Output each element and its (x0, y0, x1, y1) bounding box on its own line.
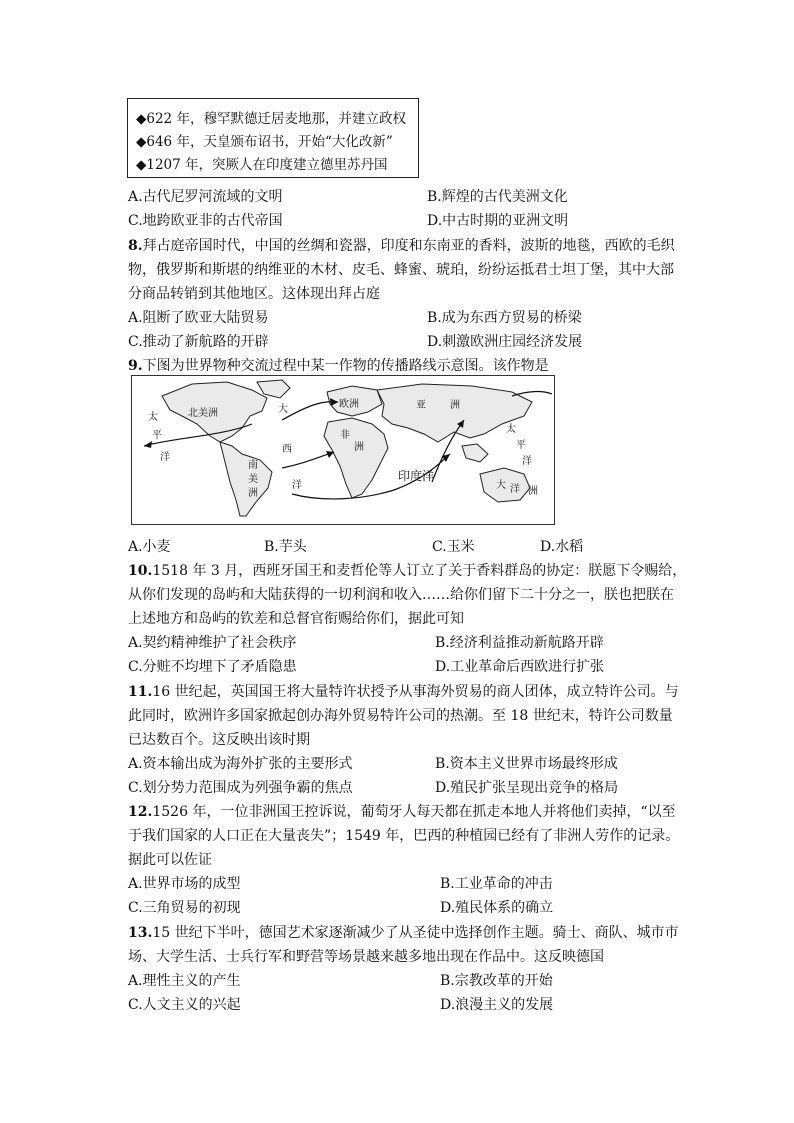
map-label-atlantic-2: 西 (282, 444, 292, 455)
q12-option-d: D.殖民体系的确立 (440, 900, 554, 916)
q9-stem-line: 9.下图为世界物种交流过程中某一作物的传播路线示意图。该作物是 (128, 358, 549, 374)
q11-option-c: C.划分势力范围成为列强争霸的焦点 (128, 780, 353, 796)
africa-shape (324, 418, 388, 498)
q13-option-d: D.浪漫主义的发展 (440, 997, 554, 1013)
q10-stem-line: 从你们发现的岛屿和大陆获得的一切利润和收入……给你们留下二十分之一，朕也把朕在 (128, 587, 674, 603)
map-label-south-america-2: 美 (248, 474, 258, 485)
map-label-australia-2: 洋 (510, 484, 520, 495)
q10-option-b: B.经济利益推动新航路开辟 (435, 635, 604, 651)
q13-stem-line: 13.15 世纪下半叶，德国艺术家逐渐减少了从圣徒中选择创作主题。骑士、商队、城市市 (128, 925, 679, 941)
q13-option-b: B.宗教改革的开始 (440, 973, 553, 989)
q11-option-d: D.殖民扩张呈现出竞争的格局 (435, 780, 619, 796)
q7-option-a: A.古代尼罗河流域的文明 (128, 189, 283, 205)
q12-number: 12. (128, 804, 153, 820)
event-line: ◆646 年，天皇颁布诏书，开始“大化改新” (136, 134, 393, 150)
q11-option-a: A.资本输出成为海外扩张的主要形式 (128, 756, 353, 772)
map-label-south-america-3: 洲 (248, 488, 258, 499)
q8-option-d: D.刺激欧洲庄园经济发展 (427, 334, 583, 350)
q8-number: 8. (128, 238, 143, 254)
q9-option-b: B.芋头 (264, 539, 307, 555)
southeast-asia-shape (462, 444, 488, 462)
q13-option-c: C.人文主义的兴起 (128, 997, 241, 1013)
map-label-indian-ocean: 印度洋 (398, 469, 435, 483)
q7-option-c: C.地跨欧亚非的古代帝国 (128, 213, 283, 229)
world-map-figure (131, 375, 555, 525)
map-label-pacific-east-2: 平 (516, 440, 526, 451)
route-europe (282, 402, 338, 420)
map-label-pacific-west-2: 平 (152, 430, 162, 441)
event-line: ◆622 年，穆罕默德迁居麦地那，并建立政权 (136, 111, 406, 127)
map-label-africa-2: 洲 (354, 442, 364, 453)
map-label-australia-3: 洲 (528, 486, 538, 497)
map-label-asia-1: 亚 (416, 400, 426, 411)
map-label-australia-1: 大 (496, 480, 506, 491)
q8-option-a: A.阻断了欧亚大陆贸易 (128, 310, 269, 326)
map-label-africa-1: 非 (340, 430, 350, 441)
q11-stem-line: 11.16 世纪起，英国国王将大量特许状授予从事海外贸易的商人团体，成立特许公司。与 (128, 684, 679, 700)
q13-stem-line: 场、大学生活、士兵行军和野营等场景越来越多地出现在作品中。这反映德国 (128, 949, 604, 965)
q12-stem-line: 于我们国家的人口正在大量丧失”；1549 年，巴西的种植园已经有了非洲人劳作的记录。 (128, 828, 680, 844)
q9-option-d: D.水稻 (540, 539, 584, 555)
q9-option-c: C.玉米 (432, 539, 475, 555)
q10-option-c: C.分赃不均埋下了矛盾隐患 (128, 659, 297, 675)
q10-number: 10. (128, 563, 153, 579)
map-label-atlantic-1: 大 (278, 404, 288, 415)
south-america-shape (220, 442, 272, 516)
q9-number: 9. (128, 358, 143, 374)
events-box (127, 98, 419, 178)
q12-stem-line: 12.1526 年，一位非洲国王控诉说，葡萄牙人每天都在抓走本地人并将他们卖掉，“以至 (128, 804, 676, 820)
q7-option-d: D.中古时期的亚洲文明 (427, 213, 569, 229)
map-label-atlantic-3: 洋 (292, 480, 302, 491)
q8-stem-line: 分商品转销到其他地区。这体现出拜占庭 (128, 286, 380, 302)
q13-option-a: A.理性主义的产生 (128, 973, 241, 989)
q10-stem-line: 上述地方和岛屿的钦差和总督官衔赐给你们，据此可知 (128, 611, 464, 627)
q11-stem-line: 已达数百个。这反映出该时期 (128, 732, 310, 748)
q8-stem-line: 8.拜占庭帝国时代，中国的丝绸和瓷器，印度和东南亚的香料，波斯的地毯，西欧的毛织 (128, 238, 675, 254)
q11-number: 11. (128, 684, 153, 700)
q7-option-b: B.辉煌的古代美洲文化 (427, 189, 568, 205)
event-line: ◆1207 年，突厥人在印度建立德里苏丹国 (136, 157, 388, 173)
map-label-pacific-west-3: 洋 (160, 452, 170, 463)
map-label-asia-2: 洲 (450, 400, 460, 411)
q12-option-a: A.世界市场的成型 (128, 876, 241, 892)
q12-option-b: B.工业革命的冲击 (440, 876, 553, 892)
q8-option-b: B.成为东西方贸易的桥梁 (427, 310, 582, 326)
q8-option-c: C.推动了新航路的开辟 (128, 334, 269, 350)
q12-stem-line: 据此可以佐证 (128, 852, 212, 868)
map-label-pacific-east-3: 洋 (522, 456, 532, 467)
map-label-north-america: 北美洲 (188, 408, 218, 419)
q13-number: 13. (128, 925, 153, 941)
q8-stem-line: 物，俄罗斯和斯堪的纳维亚的木材、皮毛、蜂蜜、琥珀，纷纷运抵君士坦丁堡，其中大部 (128, 262, 674, 278)
q11-stem-line: 此同时，欧洲许多国家掀起创办海外贸易特许公司的热潮。至 18 世纪末，特许公司数量 (128, 708, 673, 724)
q10-stem-line: 10.1518 年 3 月，西班牙国王和麦哲伦等人订立了关于香料群岛的协定：朕愿下令赐给， (128, 563, 687, 579)
map-label-pacific-east-1: 太 (506, 424, 516, 435)
q9-option-a: A.小麦 (128, 539, 171, 555)
map-label-south-america-1: 南 (248, 460, 258, 471)
map-label-pacific-west-1: 太 (148, 412, 158, 423)
q10-option-a: A.契约精神维护了社会秩序 (128, 635, 297, 651)
map-label-europe: 欧洲 (339, 399, 359, 410)
q11-option-b: B.资本主义世界市场最终形成 (435, 756, 618, 772)
arrow-head (144, 441, 152, 448)
q10-option-d: D.工业革命后西欧进行扩张 (435, 659, 605, 675)
q12-option-c: C.三角贸易的初现 (128, 900, 241, 916)
